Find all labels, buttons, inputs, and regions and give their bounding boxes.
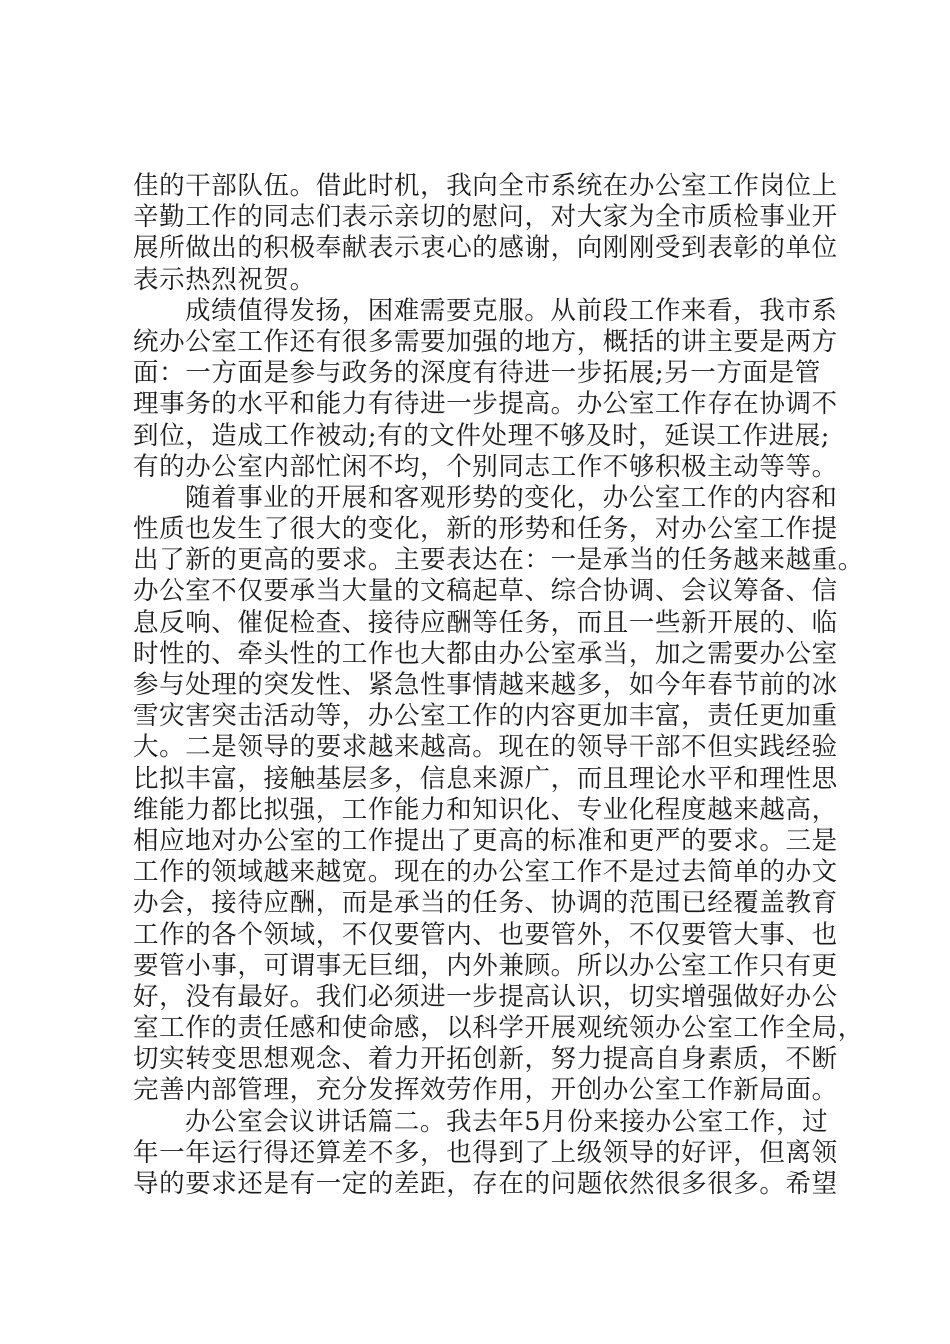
text-line: 工作的领域越来越宽。现在的办公室工作不是过去简单的办文: [133, 857, 838, 888]
text-line: 展所做出的积极奉献表示衷心的感谢，向刚刚受到表彰的单位: [133, 233, 838, 264]
text-line: 出了新的更高的要求。主要表达在：一是承当的任务越来越重。: [133, 545, 864, 576]
text-line: 切实转变思想观念、着力开拓创新，努力提高自身素质，不断: [133, 1044, 838, 1075]
text-line: 好，没有最好。我们必须进一步提高认识，切实增强做好办公: [133, 981, 838, 1012]
text-line: 办公室会议讲话篇二。我去年5月份来接办公室工作，过: [185, 1106, 829, 1137]
text-line: 成绩值得发扬，困难需要克服。从前段工作来看，我市系: [185, 295, 838, 326]
paragraph-3: [133, 482, 864, 1107]
paragraph-2: [133, 295, 838, 483]
text-line: 表示热烈祝贺。: [133, 264, 316, 295]
paragraph-4: [133, 1106, 838, 1201]
text-line: 时性的、牵头性的工作也大都由办公室承当，加之需要办公室: [133, 638, 838, 669]
paragraph-1: [133, 171, 838, 296]
text-line: 相应地对办公室的工作提出了更高的标准和更严的要求。三是: [133, 825, 838, 856]
text-line: 工作的各个领域，不仅要管内、也要管外，不仅要管大事、也: [133, 919, 838, 950]
text-line: 室工作的责任感和使命感，以科学开展观统领办公室工作全局，: [133, 1013, 864, 1044]
text-line: 办公室不仅要承当大量的文稿起草、综合协调、会议筹备、信: [133, 576, 838, 607]
text-line: 性质也发生了很大的变化，新的形势和任务，对办公室工作提: [133, 514, 838, 545]
text-line: 面：一方面是参与政务的深度有待进一步拓展;另一方面是管: [133, 358, 821, 389]
text-line: 大。二是领导的要求越来越高。现在的领导干部不但实践经验: [133, 732, 838, 763]
text-line: 要管小事，可谓事无巨细，内外兼顾。所以办公室工作只有更: [133, 950, 838, 981]
document-page: [133, 171, 864, 1200]
text-line: 比拟丰富，接触基层多，信息来源广，而且理论水平和理性思: [133, 763, 838, 794]
text-line: 导的要求还是有一定的差距，存在的问题依然很多很多。希望: [133, 1169, 838, 1199]
text-line: 息反响、催促检查、接待应酬等任务，而且一些新开展的、临: [133, 607, 838, 638]
text-line: 有的办公室内部忙闲不均，个别同志工作不够积极主动等等。: [133, 451, 838, 482]
text-line: 年一年运行得还算差不多，也得到了上级领导的好评，但离领: [133, 1137, 838, 1168]
text-line: 佳的干部队伍。借此时机，我向全市系统在办公室工作岗位上: [133, 171, 838, 201]
text-line: 完善内部管理，充分发挥效劳作用，开创办公室工作新局面。: [133, 1075, 838, 1106]
text-line: 参与处理的突发性、紧急性事情越来越多，如今年春节前的冰: [133, 670, 838, 700]
text-line: 统办公室工作还有很多需要加强的地方，概括的讲主要是两方: [133, 326, 838, 357]
text-line: 辛勤工作的同志们表示亲切的慰问，对大家为全市质检事业开: [133, 202, 838, 233]
text-line: 办会，接待应酬，而是承当的任务、协调的范围已经覆盖教育: [133, 888, 838, 919]
text-line: 维能力都比拟强，工作能力和知识化、专业化程度越来越高，: [133, 794, 838, 825]
text-line: 随着事业的开展和客观形势的变化，办公室工作的内容和: [185, 482, 838, 513]
text-line: 理事务的水平和能力有待进一步提高。办公室工作存在协调不: [133, 389, 838, 420]
text-line: 到位，造成工作被动;有的文件处理不够及时，延误工作进展;: [133, 420, 830, 451]
text-line: 雪灾害突击活动等，办公室工作的内容更加丰富，责任更加重: [133, 701, 838, 732]
